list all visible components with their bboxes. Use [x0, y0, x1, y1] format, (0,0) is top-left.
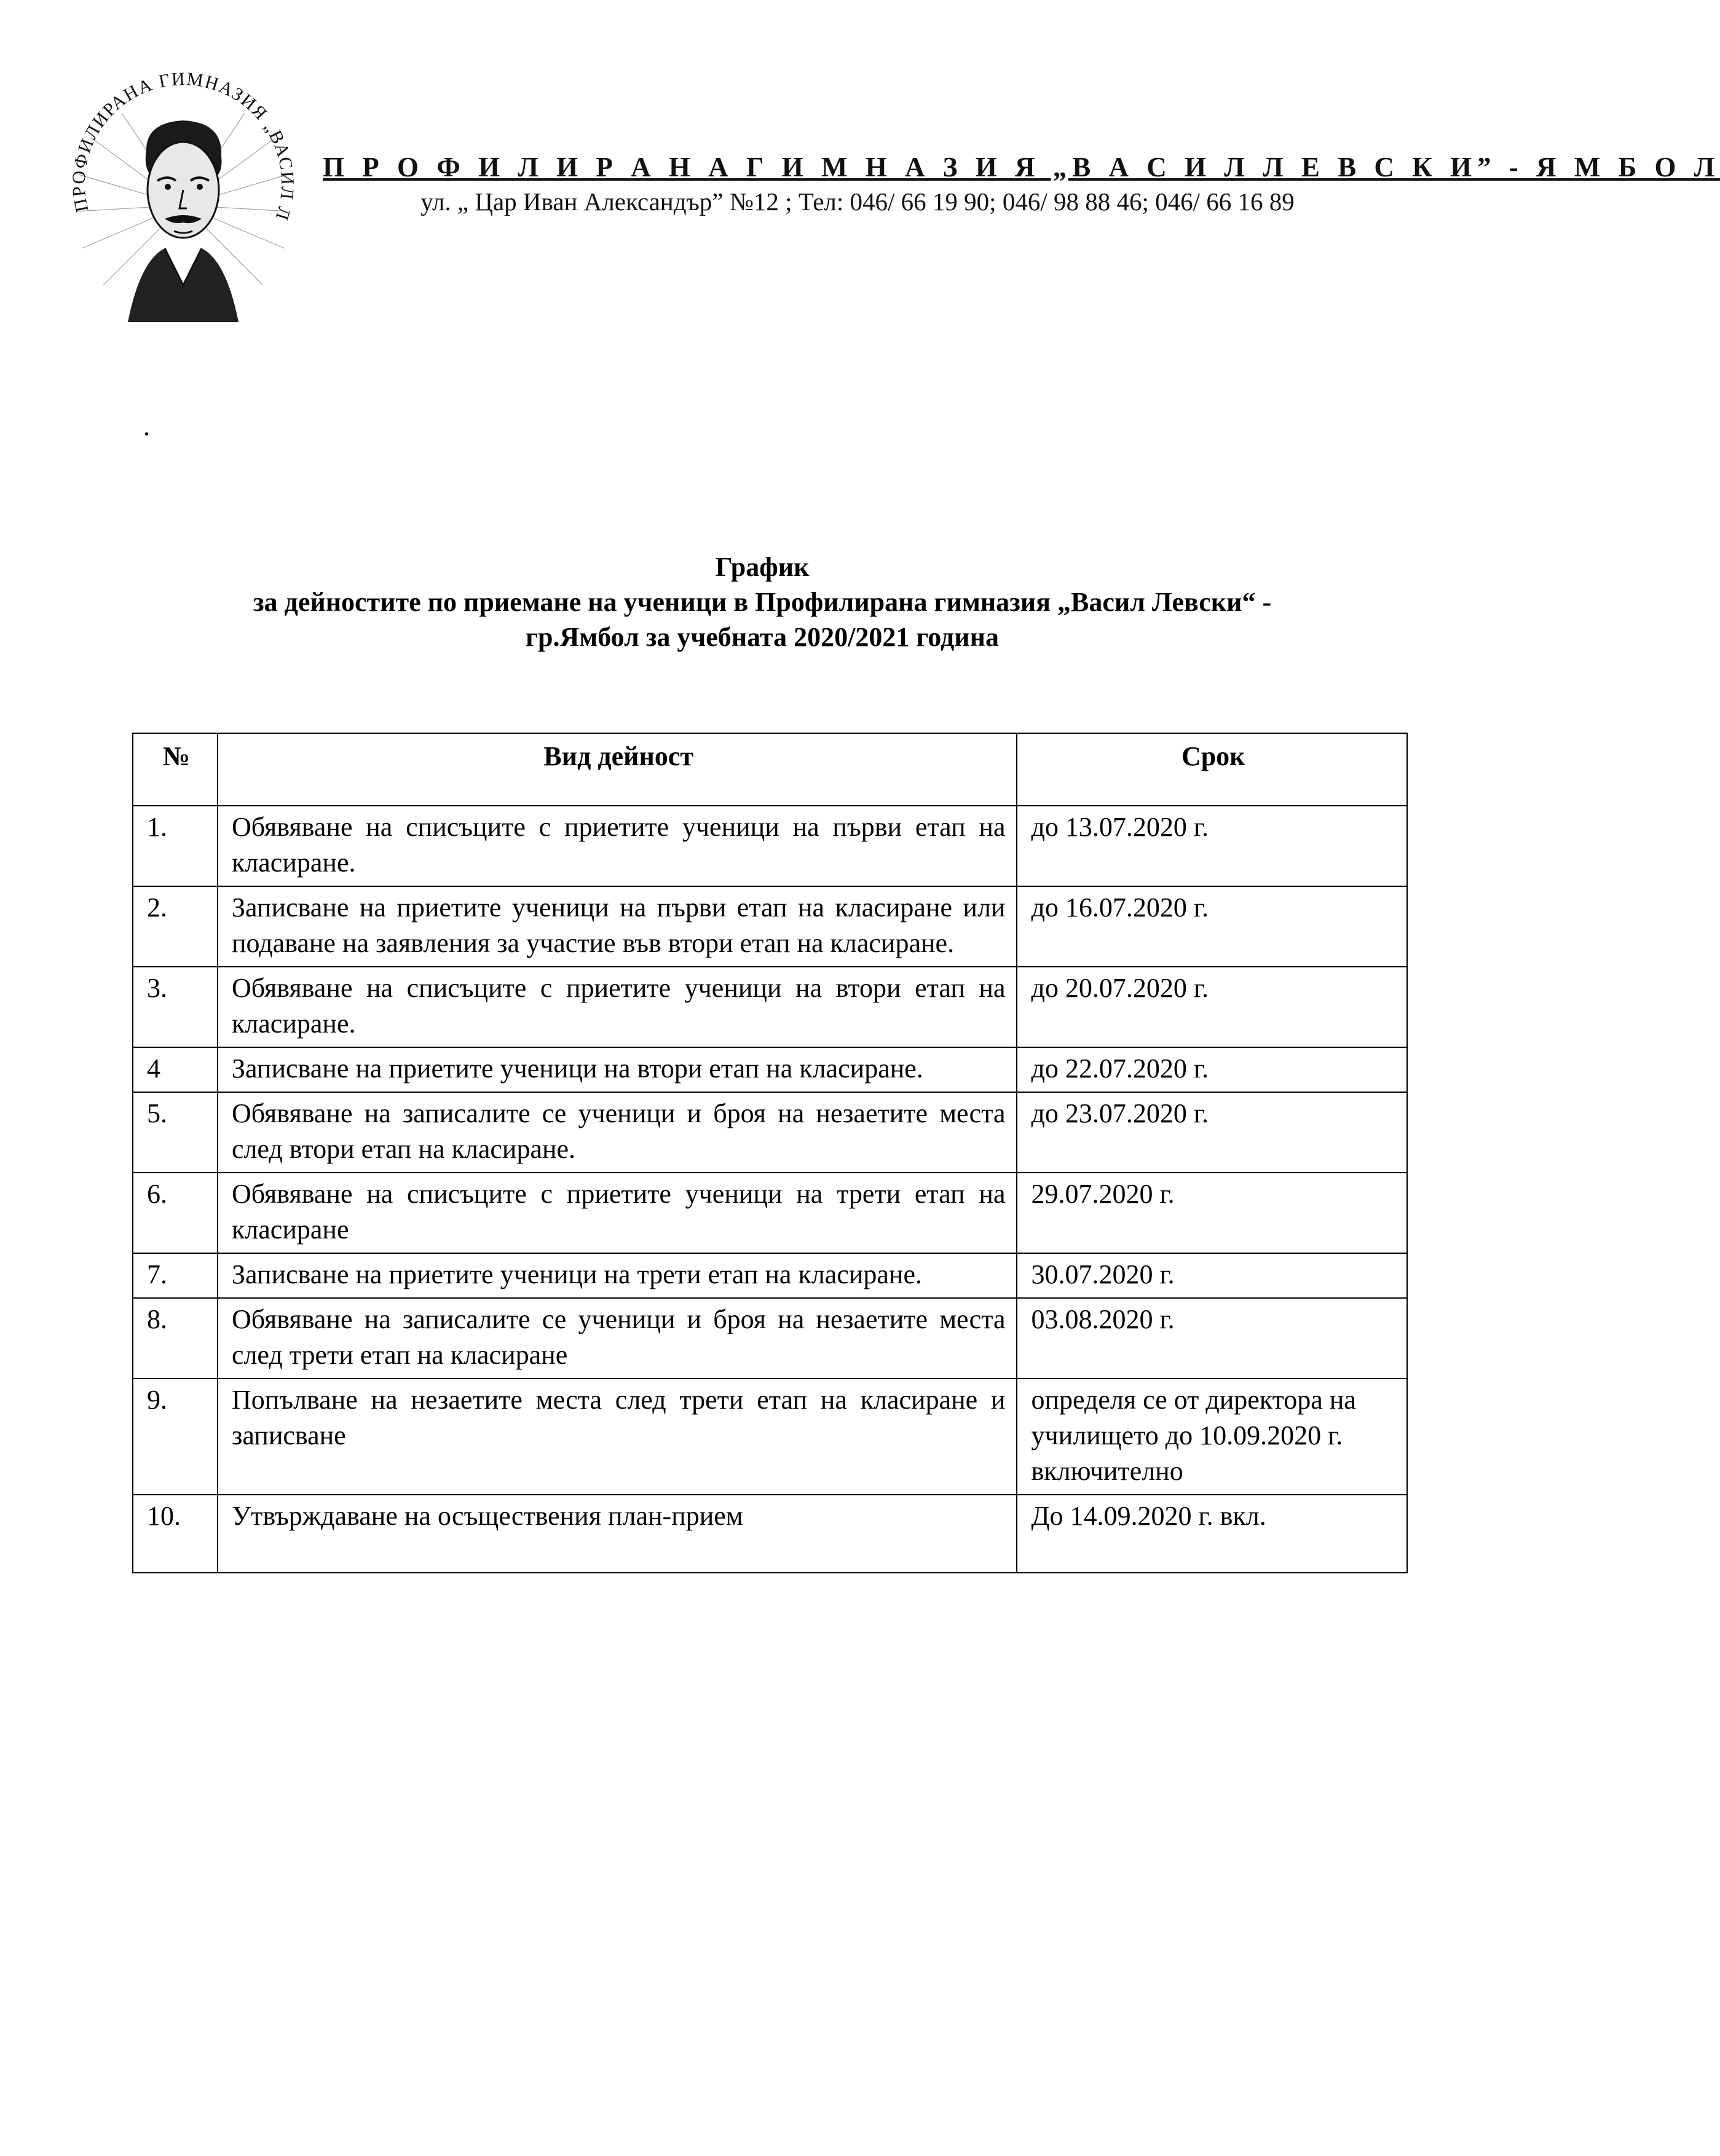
row-number: 8.	[133, 1298, 218, 1379]
row-activity: Обявяване на записалите се ученици и броя на незаетите места след втори етап на класиране.	[218, 1092, 1017, 1173]
school-address: ул. „ Цар Иван Александър” №12 ; Тел: 046/ 66 19 90; 046/ 98 88 46; 046/ 66 16 89	[420, 187, 1295, 216]
row-number: 3.	[133, 967, 218, 1047]
table-row	[133, 886, 1407, 967]
row-activity: Записване на приетите ученици на трети етап на класиране.	[218, 1253, 1017, 1298]
row-deadline: 30.07.2020 г.	[1017, 1253, 1407, 1298]
row-deadline: определя се от директора на училището до 10.09.2020 г. включително	[1017, 1379, 1407, 1495]
table-row	[133, 1047, 1407, 1092]
row-activity: Утвърждаване на осъществения план-прием	[218, 1495, 1017, 1573]
title-line-2: за дейностите по приемане на ученици в Профилирана гимназия „Васил Левски“ -	[253, 587, 1272, 617]
header-deadline: Срок	[1017, 733, 1407, 806]
letterhead	[323, 151, 1720, 216]
row-deadline: 03.08.2020 г.	[1017, 1298, 1407, 1379]
row-number: 7.	[133, 1253, 218, 1298]
table-row	[133, 1298, 1407, 1379]
row-deadline: до 20.07.2020 г.	[1017, 967, 1407, 1047]
table-row	[133, 1173, 1407, 1253]
row-activity: Записване на приетите ученици на втори етап на класиране.	[218, 1047, 1017, 1092]
table-row	[133, 1379, 1407, 1495]
schedule-table	[132, 733, 1408, 1573]
school-name: П Р О Ф И Л И Р А Н А Г И М Н А З И Я „В А С И Л Л Е В С К И” - Я М Б О Л	[323, 152, 1720, 183]
document-title	[141, 549, 1383, 655]
table-row	[133, 967, 1407, 1047]
table-row	[133, 806, 1407, 886]
row-deadline: до 13.07.2020 г.	[1017, 806, 1407, 886]
row-deadline: 29.07.2020 г.	[1017, 1173, 1407, 1253]
svg-text:ПРОФИЛИРАНА ГИМНАЗИЯ „ВАСИЛ ЛЕ: ПРОФИЛИРАНА ГИМНАЗИЯ „ВАСИЛ Л	[68, 68, 298, 224]
row-number: 2.	[133, 886, 218, 967]
table-row	[133, 1495, 1407, 1573]
school-logo	[54, 64, 312, 334]
row-deadline: до 16.07.2020 г.	[1017, 886, 1407, 967]
row-number: 6.	[133, 1173, 218, 1253]
row-deadline: До 14.09.2020 г. вкл.	[1017, 1495, 1407, 1573]
header-activity: Вид дейност	[218, 733, 1017, 806]
stray-mark: .	[143, 411, 150, 441]
row-number: 4	[133, 1047, 218, 1092]
table-row	[133, 1092, 1407, 1173]
title-line-1: График	[715, 552, 810, 582]
row-activity: Обявяване на списъците с приетите ученици на втори етап на класиране.	[218, 967, 1017, 1047]
row-number: 9.	[133, 1379, 218, 1495]
row-deadline: до 22.07.2020 г.	[1017, 1047, 1407, 1092]
title-line-3: гр.Ямбол за учебната 2020/2021 година	[526, 622, 999, 652]
row-activity: Обявяване на записалите се ученици и броя на незаетите места след трети етап на класиране	[218, 1298, 1017, 1379]
row-number: 10.	[133, 1495, 218, 1573]
row-activity: Обявяване на списъците с приетите ученици на трети етап на класиране	[218, 1173, 1017, 1253]
table-header-row	[133, 733, 1407, 806]
table-row	[133, 1253, 1407, 1298]
row-deadline: до 23.07.2020 г.	[1017, 1092, 1407, 1173]
row-activity: Попълване на незаетите места след трети етап на класиране и записване	[218, 1379, 1017, 1495]
portrait-seal-icon	[54, 64, 312, 334]
row-number: 5.	[133, 1092, 218, 1173]
row-number: 1.	[133, 806, 218, 886]
header-number: №	[133, 733, 218, 806]
row-activity: Обявяване на списъците с приетите ученици на първи етап на класиране.	[218, 806, 1017, 886]
row-activity: Записване на приетите ученици на първи етап на класиране или подаване на заявления за участие във втори етап на класиране.	[218, 886, 1017, 967]
